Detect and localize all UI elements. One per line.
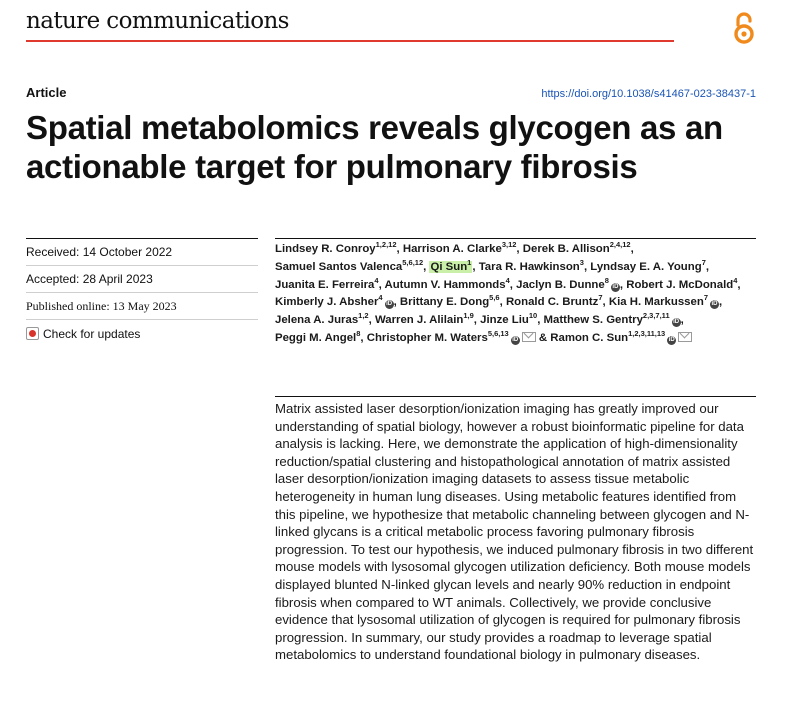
author-name[interactable] <box>366 329 536 344</box>
author-name[interactable] <box>275 275 379 291</box>
author-affiliation: 10 <box>528 311 538 321</box>
check-updates-icon <box>26 327 39 340</box>
abstract-text: Matrix assisted laser desorption/ionization imaging has greatly improved our understanding of spatial biology, however a robust bioinformatic pipeline for data analysis is lacking. Here, we demonstrate the application of high-dimensionality reduction/spatial clustering and histopathological annotation of matrix assisted laser desorption/ionization imaging datasets to assess tissue metabolic heterogeneity in human lung diseases. Using metabolic features identified from this pipeline, we hypothesize that metabolic channeling between glycogen and N-linked glycans is a critical metabolic process favoring pulmonary fibrosis progression. To test our hypothesis, we induced pulmonary fibrosis in two different mouse models with lysosomal glycogen utilization deficiency. Both mouse models displayed blunted N-linked glycan levels and nearly 90% reduction in endpoint fibrosis when compared to WT animals. Collectively, we provide conclusive evidence that lysosomal utilization of glycogen is required for pulmonary fibrosis progression. In summary, our study provides a roadmap to leverage spatial metabolomics to understand foundational biology in pulmonary diseases. <box>275 401 754 663</box>
author-name[interactable] <box>275 329 361 344</box>
author-name[interactable] <box>429 258 472 273</box>
author-name[interactable] <box>374 311 474 327</box>
received-date: Received: 14 October 2022 <box>26 238 258 266</box>
author-name-text: Jelena A. Juras <box>275 314 359 327</box>
check-updates-button[interactable] <box>26 320 258 346</box>
author-affiliation: 4 <box>733 275 738 285</box>
email-icon[interactable] <box>678 332 692 342</box>
author-name-text: Harrison A. Clarke <box>402 243 502 255</box>
author-name[interactable] <box>626 275 738 291</box>
open-access-lock-icon[interactable] <box>733 12 755 44</box>
author-name[interactable] <box>275 258 424 273</box>
author-name[interactable] <box>505 293 603 309</box>
author-affiliation: 5,6,13 <box>487 329 509 339</box>
author-affiliation: 5,6 <box>489 293 500 303</box>
author-affiliation: 4 <box>505 275 510 285</box>
author-affiliation: 4 <box>374 275 379 285</box>
author-name-text: Ramon C. Sun <box>550 331 629 344</box>
author-affiliation: 1 <box>467 258 472 267</box>
check-updates-label: Check for updates <box>43 326 141 341</box>
author-affiliation: 4 <box>378 293 383 303</box>
accepted-date: Accepted: 28 April 2023 <box>26 266 258 293</box>
author-name-text: Ronald C. Bruntz <box>505 296 599 309</box>
author-name-text: Matthew S. Gentry <box>543 314 643 327</box>
author-name-text: Derek B. Allison <box>522 243 610 255</box>
orcid-icon[interactable]: iD <box>512 336 519 343</box>
author-affiliation: 1,2,3,11,13 <box>628 329 666 339</box>
published-date: Published online: 13 May 2023 <box>26 293 258 320</box>
article-title: Spatial metabolomics reveals glycogen as an actionable target for pulmonary fibrosis <box>26 109 723 185</box>
author-name-text: Juanita E. Ferreira <box>275 278 375 291</box>
author-name-text: Kia H. Markussen <box>608 296 704 309</box>
author-affiliation: 7 <box>703 293 708 303</box>
author-affiliation: 1,2 <box>358 311 369 321</box>
author-name[interactable] <box>590 258 706 273</box>
author-affiliation: 1,9 <box>463 311 474 321</box>
author-name-text: Tara R. Hawkinson <box>478 260 580 273</box>
author-name-text: Jinze Liu <box>480 314 529 327</box>
author-name-text: Lindsey R. Conroy <box>275 243 376 255</box>
author-list: Lindsey R. Conroy$^{1,2,12}$, Harrison A. Clarke$^{3,12}$, Derek B. Allison$^{2,4,12}$, Samuel Santos Valenca$^{5,6,12}$, Qi Sun$^1$, Tara R. Hawkinson$^3$, Lyndsay E. A. Young$^7$, Juanita E. Ferreira$^4$, Autumn V. Hammonds$^4$, Jaclyn B. Dunne$^8$iD , Robert J. McDonald$^4$, Kimberly J. Absher$^4$iD , Brittany E. Dong$^{5,6}$, Ronald C. Bruntz$^7$, Kia H. Markussen$^7$iD , Jelena A. Juras$^{1,2}$, Warren J. Alilain$^{1,9}$, Jinze Liu$^{10}$, Matthew S. Gentry$^{2,3,7,11}$iD , Peggi M. Angel$^8$, Christopher M. Waters$^{5,6,13}$iD & Ramon C. Sun$^{1,2,3,11,13}$iD <box>275 240 741 344</box>
author-name-text: Qi Sun$^1$ <box>430 258 472 273</box>
authors-divider <box>275 238 756 239</box>
orcid-icon[interactable]: iD <box>612 283 619 290</box>
author-name-text: Jaclyn B. Dunne <box>516 278 605 291</box>
author-name-text: Christopher M. Waters <box>366 331 488 344</box>
author-name[interactable] <box>275 240 397 255</box>
author-affiliation: 2,3,7,11 <box>642 311 670 321</box>
author-affiliation: 5,6,12 <box>402 258 424 267</box>
author-name[interactable] <box>480 311 538 327</box>
author-affiliation: 8 <box>604 275 609 285</box>
author-name-text: Warren J. Alilain <box>374 314 464 327</box>
author-affiliation: 2,4,12 <box>609 240 631 250</box>
author-name[interactable] <box>402 240 517 255</box>
header-divider <box>26 40 674 42</box>
author-name-text: Lyndsay E. A. Young <box>590 260 702 273</box>
author-name-text: Robert J. McDonald <box>626 278 734 291</box>
author-affiliation: 8 <box>356 329 361 339</box>
author-name[interactable] <box>516 275 620 291</box>
author-affiliation: 3,12 <box>501 240 517 250</box>
author-name[interactable] <box>608 293 719 309</box>
orcid-icon[interactable]: iD <box>673 319 680 326</box>
author-name[interactable] <box>478 258 584 273</box>
doi-link[interactable]: https://doi.org/10.1038/s41467-023-38437-1 <box>541 88 756 100</box>
article-type: Article <box>26 85 67 100</box>
author-name-text: Samuel Santos Valenca <box>275 260 403 273</box>
author-name[interactable] <box>399 293 500 309</box>
author-name-text: Brittany E. Dong <box>399 296 490 309</box>
publication-dates <box>26 238 258 346</box>
journal-name: nature communications <box>26 8 289 34</box>
email-icon[interactable] <box>522 332 536 342</box>
abstract-divider <box>275 396 756 397</box>
author-name[interactable] <box>522 240 631 255</box>
orcid-icon[interactable]: iD <box>711 301 718 308</box>
author-name-text: Autumn V. Hammonds <box>384 278 506 291</box>
author-affiliation: 7 <box>598 293 603 303</box>
author-affiliation: 1,2,12 <box>375 240 397 250</box>
author-name[interactable] <box>384 275 510 291</box>
author-name[interactable] <box>543 311 681 327</box>
author-affiliation: 7 <box>701 258 706 267</box>
orcid-icon[interactable]: iD <box>668 336 675 343</box>
author-name[interactable] <box>275 311 369 327</box>
author-name-text: Kimberly J. Absher <box>275 296 379 309</box>
author-name-text: Peggi M. Angel <box>275 331 357 344</box>
author-affiliation: 3 <box>579 258 584 267</box>
author-name[interactable] <box>275 293 394 309</box>
author-name[interactable] <box>550 329 692 344</box>
orcid-icon[interactable]: iD <box>386 301 393 308</box>
